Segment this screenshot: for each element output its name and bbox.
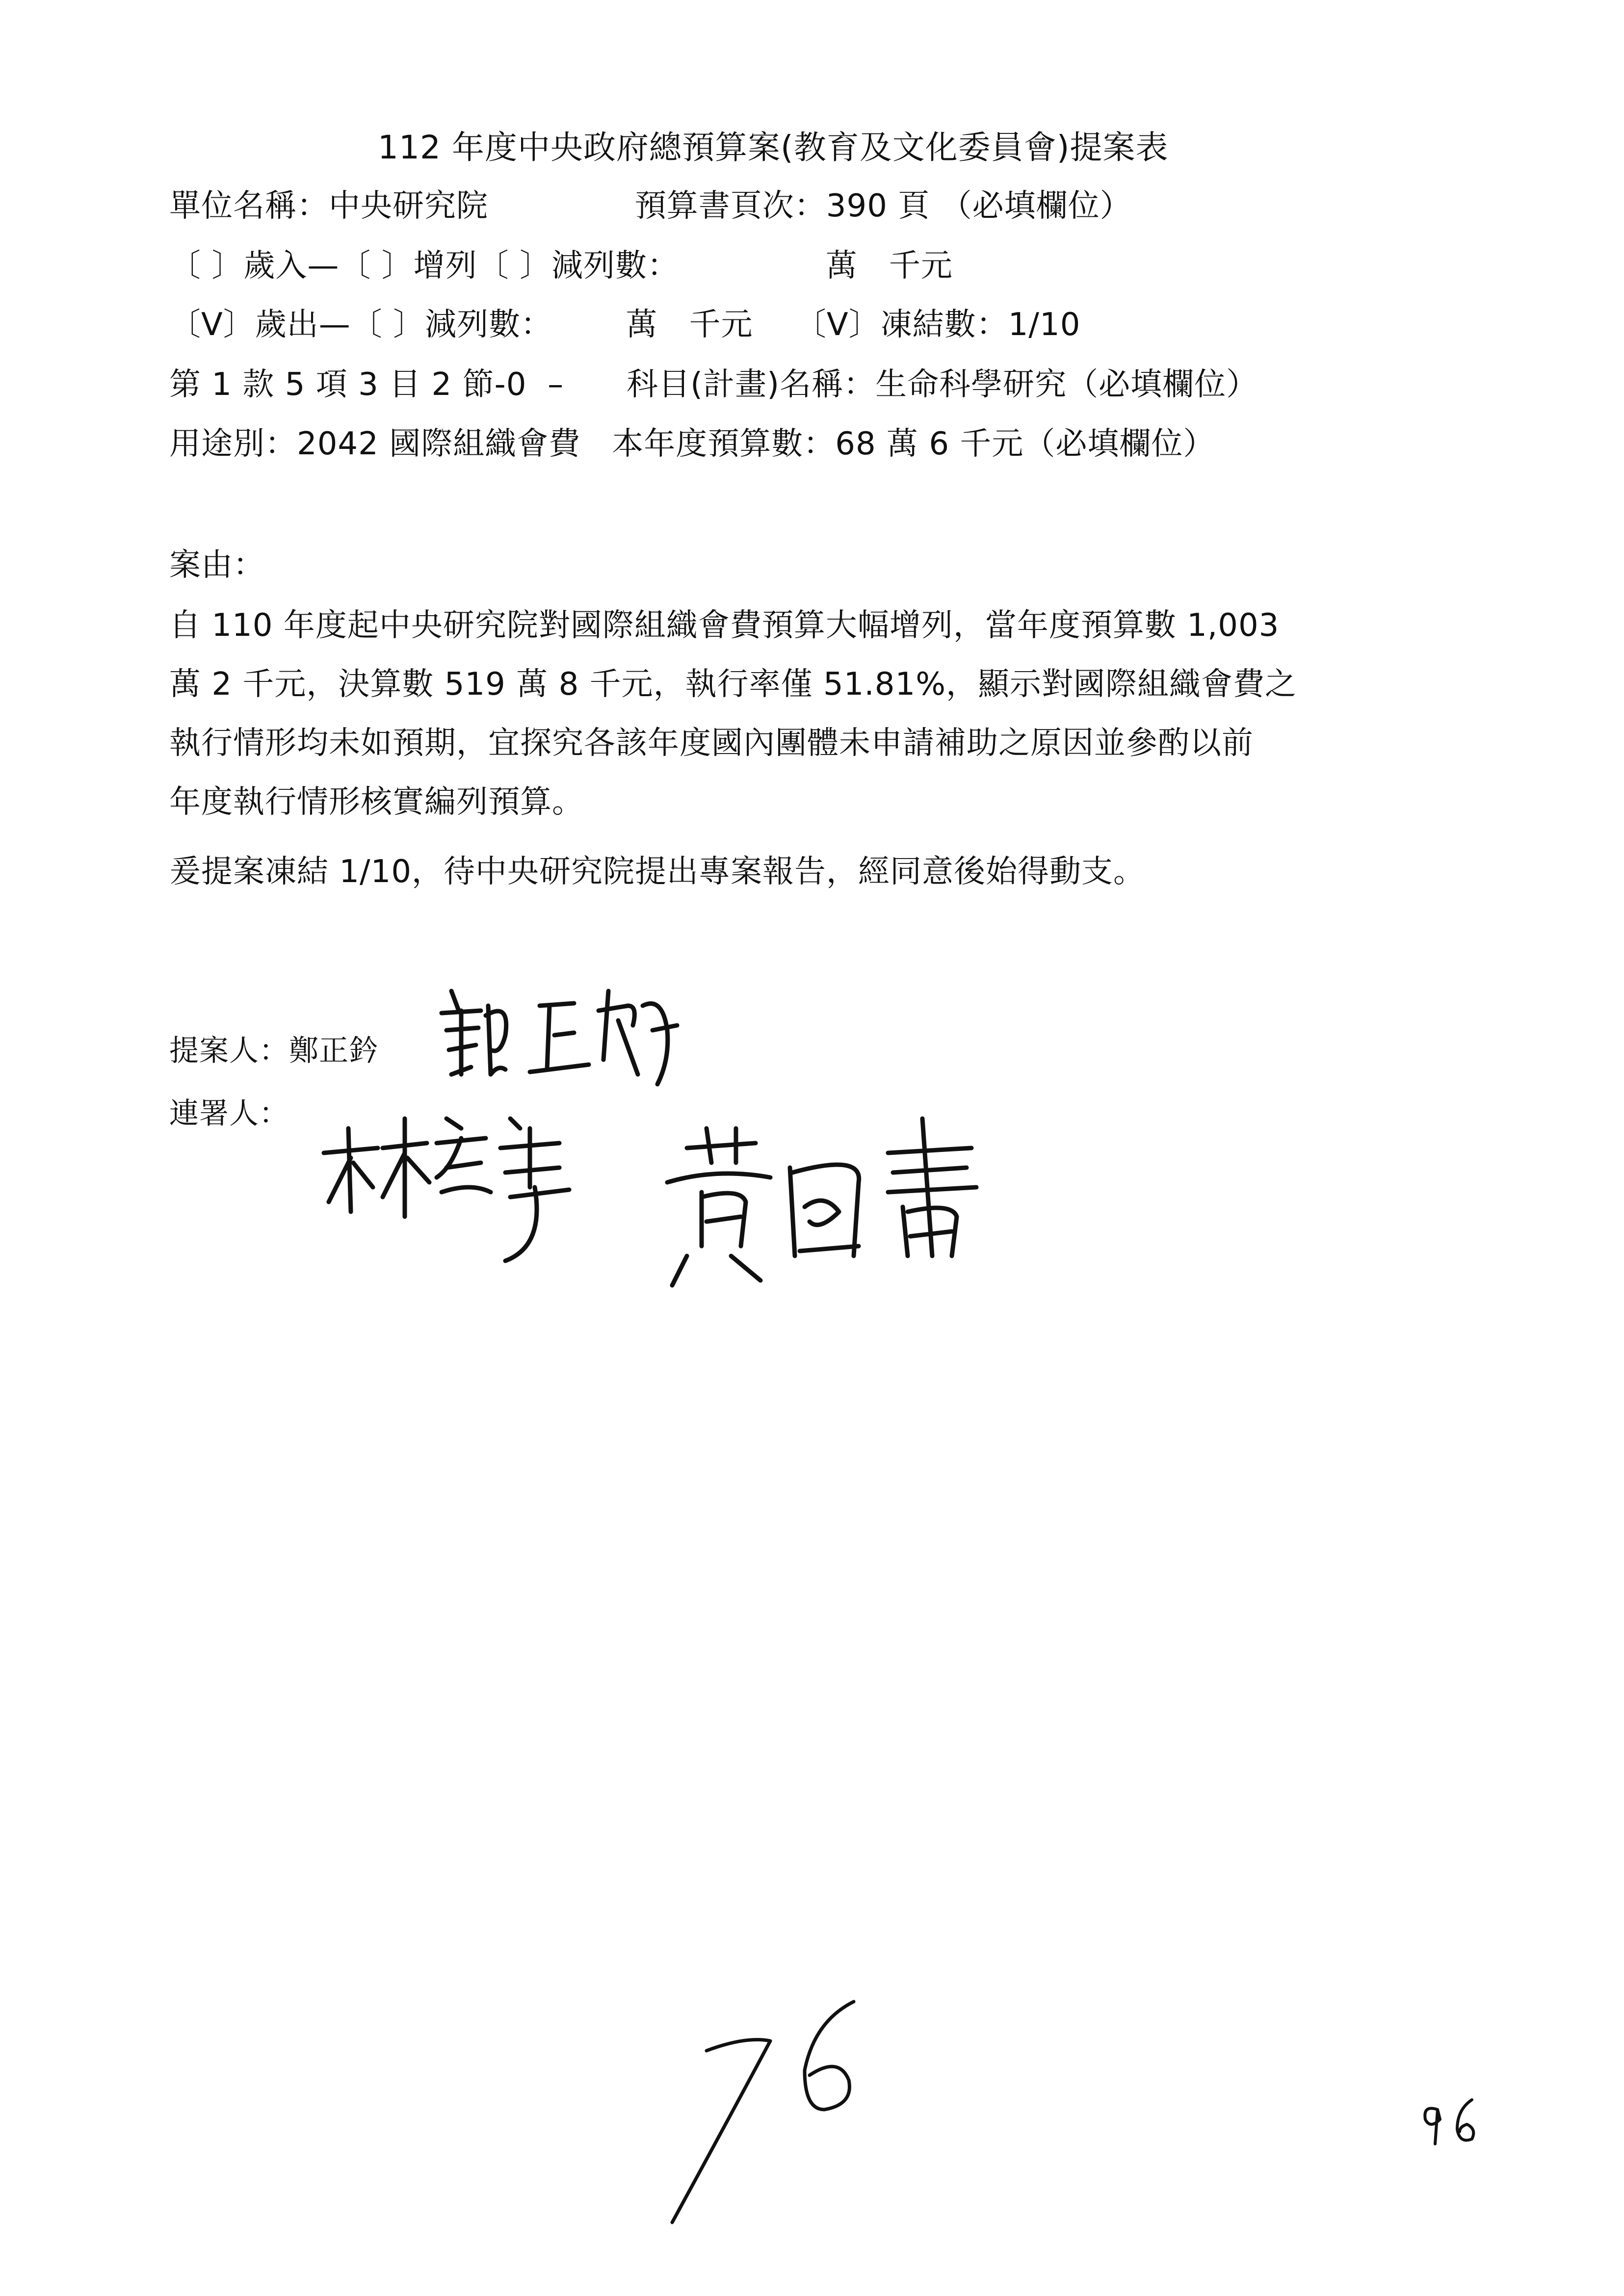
handwritten-number-large [657,1992,883,2227]
proposer-signature [432,976,707,1104]
document-title: 112 年度中央政府總預算案(教育及文化委員會)提案表 [378,129,1169,166]
reason-line: 萬 2 千元，決算數 519 萬 8 千元，執行率僅 51.81%，顯示對國際組織會費之 [169,666,1297,703]
handwritten-number-small [1413,2095,1492,2149]
field-revenue: 〔 〕歲入—〔 〕增列〔 〕減列數： 萬 千元 [169,248,953,284]
reason-label: 案由： [169,547,265,583]
field-expenditure: 〔V〕歲出—〔 〕減列數： 萬 千元 〔V〕凍結數：1/10 [169,307,1081,343]
cosigner-label: 連署人： [169,1096,289,1131]
cosigner-signature-1 [314,1099,628,1285]
reason-line: 自 110 年度起中央研究院對國際組織會費預算大幅增列，當年度預算數 1,003 [169,607,1280,644]
field-purpose: 用途別：2042 國際組織會費 本年度預算數：68 萬 6 千元（必填欄位） [169,426,1215,462]
field-unit-name: 單位名稱：中央研究院 預算書頁次：390 頁 （必填欄位） [169,188,1132,224]
proposal-line: 爰提案凍結 1/10，待中央研究院提出專案報告，經同意後始得動支。 [169,854,1146,890]
proposer-label: 提案人：鄭正鈐 [169,1034,379,1068]
cosigner-signature-2 [657,1109,1040,1305]
field-budget-item: 第 1 款 5 項 3 目 2 節-0 – 科目(計畫)名稱：生命科學研究（必填欄位） [169,366,1258,403]
reason-line: 執行情形均未如預期，宜探究各該年度國內團體未申請補助之原因並參酌以前 [169,725,1254,761]
reason-line: 年度執行情形核實編列預算。 [169,784,584,820]
